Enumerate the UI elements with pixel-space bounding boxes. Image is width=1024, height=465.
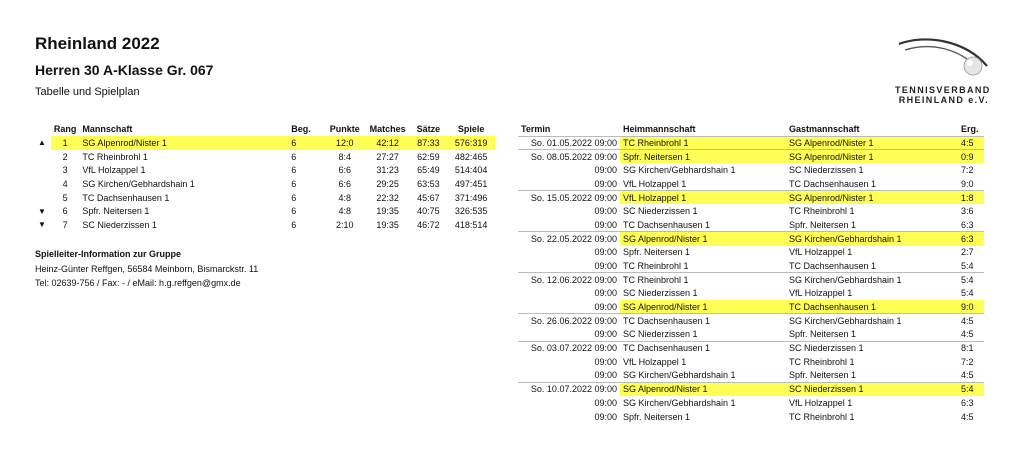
guest-team-cell: VfL Holzappel 1: [789, 397, 853, 408]
group-title: Herren 30 A-Klasse Gr. 067: [35, 62, 214, 78]
games-cell: 576:319: [447, 136, 495, 150]
result-cell: 5:4: [961, 260, 974, 271]
schedule-row: [518, 232, 984, 246]
rank-cell: 5: [62, 192, 68, 203]
standings-row: [33, 204, 495, 218]
home-team-cell: TC Dachsenhausen 1: [620, 341, 786, 355]
guest-team-cell: Spfr. Neitersen 1: [789, 329, 857, 340]
date-cell: 09:00: [594, 165, 617, 176]
page-title: Rheinland 2022: [35, 34, 160, 53]
result-cell: 7:2: [961, 356, 974, 367]
games-played-cell: 6: [288, 136, 324, 150]
trend-none: [33, 163, 51, 177]
games-cell: 326:535: [454, 206, 488, 217]
guest-team-cell: VfL Holzappel 1: [789, 288, 853, 299]
sets-cell: 40:75: [417, 206, 440, 217]
logo-text-line1: TENNISVERBAND: [895, 85, 991, 95]
result-cell: 4:5: [961, 329, 974, 340]
schedule-row: [518, 410, 984, 424]
guest-team-cell: TC Dachsenhausen 1: [786, 300, 958, 314]
games-played-cell: 6: [291, 206, 297, 217]
home-team-cell: SG Alpenrod/Nister 1: [620, 232, 786, 246]
date-cell: 09:00: [594, 260, 617, 271]
schedule-row: [518, 150, 984, 164]
result-cell: 2:7: [961, 247, 974, 258]
standings-body: [33, 136, 495, 232]
points-cell: 12:0: [324, 136, 366, 150]
schedule-row: [518, 328, 984, 342]
col-punkte: Punkte: [329, 124, 360, 134]
standings-table: [33, 122, 495, 232]
col-beg: Beg.: [291, 124, 311, 134]
team-cell: SG Alpenrod/Nister 1: [79, 136, 288, 150]
result-cell: 9:0: [961, 178, 974, 189]
home-team-cell: Spfr. Neitersen 1: [623, 411, 691, 422]
home-team-cell: SG Alpenrod/Nister 1: [620, 300, 786, 314]
home-team-cell: SG Alpenrod/Nister 1: [620, 382, 786, 396]
date-cell: 09:00: [594, 411, 617, 422]
games-cell: 418:514: [454, 219, 488, 230]
trend-up-icon: ▲: [37, 138, 46, 148]
logo-text-line2: RHEINLAND e.V.: [898, 95, 989, 105]
date-cell: 09:00: [594, 206, 617, 217]
guest-team-cell: SC Niederzissen 1: [789, 165, 864, 176]
home-team-cell: TC Dachsenhausen 1: [620, 314, 786, 328]
result-cell: 9:0: [958, 300, 984, 314]
col-spiele: Spiele: [457, 124, 485, 134]
info-contact: Tel: 02639-756 / Fax: - / eMail: h.g.reffgen@gmx.de: [35, 278, 241, 288]
result-cell: 0:9: [958, 150, 984, 164]
points-cell: 8:4: [338, 151, 352, 162]
home-team-cell: VfL Holzappel 1: [623, 178, 687, 189]
result-cell: 6:3: [958, 232, 984, 246]
date-cell: 09:00: [594, 219, 617, 230]
date-cell: 09:00: [594, 356, 617, 367]
page-description: Tabelle und Spielplan: [35, 86, 140, 98]
team-cell: TC Dachsenhausen 1: [82, 192, 170, 203]
date-cell: 09:00: [594, 178, 617, 189]
date-cell: 09:00: [594, 247, 617, 258]
schedule-header-row: [518, 122, 984, 136]
rank-cell: 7: [62, 219, 68, 230]
col-heimmannschaft: Heimmannschaft: [623, 123, 696, 134]
trend-down-icon: ▼: [37, 220, 46, 230]
matches-cell: 22:32: [376, 192, 399, 203]
date-cell: 09:00: [594, 301, 617, 312]
matches-cell: 42:12: [366, 136, 410, 150]
col-ergebnis: Erg.: [961, 123, 979, 134]
info-heading: Spielleiter-Information zur Gruppe: [35, 249, 182, 259]
result-cell: 4:5: [958, 314, 984, 328]
rank-cell: 1: [51, 136, 80, 150]
home-team-cell: TC Rheinbrohl 1: [620, 136, 786, 150]
guest-team-cell: SG Kirchen/Gebhardshain 1: [786, 232, 958, 246]
home-team-cell: SC Niederzissen 1: [623, 288, 698, 299]
games-cell: 371:496: [454, 192, 488, 203]
date-cell: So. 12.06.2022 09:00: [518, 273, 620, 287]
schedule-row: [518, 246, 984, 260]
games-cell: 482:465: [454, 151, 488, 162]
points-cell: 6:6: [338, 178, 352, 189]
standings-row: [33, 150, 495, 164]
sets-cell: 46:72: [417, 219, 440, 230]
guest-team-cell: TC Rheinbrohl 1: [789, 356, 855, 367]
guest-team-cell: Spfr. Neitersen 1: [789, 370, 857, 381]
team-cell: SG Kirchen/Gebhardshain 1: [82, 178, 195, 189]
trend-none: [33, 150, 51, 164]
col-mannschaft: Mannschaft: [82, 124, 133, 134]
col-rang: Rang: [53, 124, 77, 134]
team-cell: VfL Holzappel 1: [82, 165, 146, 176]
standings-header-row: [33, 122, 495, 136]
schedule-row: [518, 369, 984, 383]
col-gastmannschaft: Gastmannschaft: [789, 123, 860, 134]
games-played-cell: 6: [291, 178, 297, 189]
info-address: Heinz-Günter Reffgen, 56584 Meinborn, Bismarckstr. 11: [35, 264, 259, 274]
team-cell: Spfr. Neitersen 1: [82, 206, 150, 217]
result-cell: 3:6: [961, 206, 974, 217]
sets-cell: 63:53: [417, 178, 440, 189]
guest-team-cell: VfL Holzappel 1: [789, 247, 853, 258]
schedule-row: [518, 163, 984, 177]
home-team-cell: SG Kirchen/Gebhardshain 1: [623, 397, 736, 408]
rank-cell: 2: [62, 151, 68, 162]
result-cell: 4:5: [958, 136, 984, 150]
schedule-row: [518, 314, 984, 328]
standings-row: [33, 163, 495, 177]
date-cell: 09:00: [594, 397, 617, 408]
guest-team-cell: SG Kirchen/Gebhardshain 1: [786, 314, 958, 328]
result-cell: 4:5: [961, 411, 974, 422]
guest-team-cell: SG Kirchen/Gebhardshain 1: [786, 273, 958, 287]
trend-none: [33, 191, 51, 205]
date-cell: So. 03.07.2022 09:00: [518, 341, 620, 355]
date-cell: So. 26.06.2022 09:00: [518, 314, 620, 328]
team-cell: SC Niederzissen 1: [82, 219, 157, 230]
home-team-cell: VfL Holzappel 1: [620, 191, 786, 205]
guest-team-cell: TC Dachsenhausen 1: [789, 260, 877, 271]
standings-row: [33, 136, 495, 150]
points-cell: 4:8: [338, 192, 352, 203]
date-cell: 09:00: [594, 329, 617, 340]
matches-cell: 31:23: [376, 165, 399, 176]
col-termin: Termin: [521, 123, 551, 134]
sets-cell: 65:49: [417, 165, 440, 176]
schedule-row: [518, 259, 984, 273]
games-played-cell: 6: [291, 165, 297, 176]
schedule-row: [518, 341, 984, 355]
guest-team-cell: SG Alpenrod/Nister 1: [786, 136, 958, 150]
tennisverband-logo: [895, 32, 995, 112]
sets-cell: 62:59: [417, 151, 440, 162]
home-team-cell: TC Dachsenhausen 1: [623, 219, 711, 230]
trend-none: [33, 177, 51, 191]
result-cell: 7:2: [961, 165, 974, 176]
home-team-cell: TC Rheinbrohl 1: [620, 273, 786, 287]
standings-row: [33, 218, 495, 232]
schedule-row: [518, 300, 984, 314]
points-cell: 4:8: [338, 206, 352, 217]
points-cell: 6:6: [338, 165, 352, 176]
rank-cell: 4: [62, 178, 68, 189]
sets-cell: 87:33: [410, 136, 448, 150]
standings-row: [33, 177, 495, 191]
result-cell: 5:4: [958, 273, 984, 287]
matches-cell: 19:35: [376, 219, 399, 230]
home-team-cell: Spfr. Neitersen 1: [620, 150, 786, 164]
games-cell: 514:404: [454, 165, 488, 176]
date-cell: So. 08.05.2022 09:00: [518, 150, 620, 164]
result-cell: 5:4: [958, 382, 984, 396]
result-cell: 4:5: [961, 370, 974, 381]
guest-team-cell: SG Alpenrod/Nister 1: [786, 191, 958, 205]
result-cell: 5:4: [961, 288, 974, 299]
trend-down-icon: ▼: [37, 206, 46, 216]
result-cell: 1:8: [958, 191, 984, 205]
schedule-row: [518, 218, 984, 232]
schedule-row: [518, 396, 984, 410]
guest-team-cell: Spfr. Neitersen 1: [789, 219, 857, 230]
home-team-cell: Spfr. Neitersen 1: [623, 247, 691, 258]
schedule-row: [518, 191, 984, 205]
trend-header: [33, 122, 51, 136]
games-played-cell: 6: [291, 219, 297, 230]
rank-cell: 6: [62, 206, 68, 217]
schedule-row: [518, 287, 984, 301]
date-cell: So. 01.05.2022 09:00: [518, 136, 620, 150]
col-saetze: Sätze: [416, 124, 441, 134]
schedule-row: [518, 355, 984, 369]
schedule-body: [518, 136, 984, 423]
matches-cell: 19:35: [376, 206, 399, 217]
date-cell: So. 22.05.2022 09:00: [518, 232, 620, 246]
date-cell: So. 10.07.2022 09:00: [518, 382, 620, 396]
rank-cell: 3: [62, 165, 68, 176]
result-cell: 6:3: [961, 397, 974, 408]
schedule-table: [518, 122, 984, 423]
games-cell: 497:451: [454, 178, 488, 189]
guest-team-cell: SC Niederzissen 1: [786, 382, 958, 396]
standings-row: [33, 191, 495, 205]
result-cell: 8:1: [958, 341, 984, 355]
schedule-row: [518, 136, 984, 150]
home-team-cell: SC Niederzissen 1: [623, 206, 698, 217]
date-cell: So. 15.05.2022 09:00: [518, 191, 620, 205]
matches-cell: 29:25: [376, 178, 399, 189]
home-team-cell: SG Kirchen/Gebhardshain 1: [623, 370, 736, 381]
guest-team-cell: SG Alpenrod/Nister 1: [786, 150, 958, 164]
home-team-cell: VfL Holzappel 1: [623, 356, 687, 367]
guest-team-cell: TC Rheinbrohl 1: [789, 411, 855, 422]
matches-cell: 27:27: [376, 151, 399, 162]
guest-team-cell: TC Dachsenhausen 1: [789, 178, 877, 189]
guest-team-cell: TC Rheinbrohl 1: [789, 206, 855, 217]
home-team-cell: SC Niederzissen 1: [623, 329, 698, 340]
team-cell: TC Rheinbrohl 1: [82, 151, 148, 162]
schedule-row: [518, 382, 984, 396]
date-cell: 09:00: [594, 370, 617, 381]
home-team-cell: SG Kirchen/Gebhardshain 1: [623, 165, 736, 176]
schedule-row: [518, 177, 984, 191]
logo-swoosh-icon: [895, 32, 995, 84]
schedule-row: [518, 204, 984, 218]
games-played-cell: 6: [291, 151, 297, 162]
date-cell: 09:00: [594, 288, 617, 299]
schedule-row: [518, 273, 984, 287]
home-team-cell: TC Rheinbrohl 1: [623, 260, 689, 271]
col-matches: Matches: [369, 124, 406, 134]
points-cell: 2:10: [335, 219, 354, 230]
guest-team-cell: SC Niederzissen 1: [786, 341, 958, 355]
sets-cell: 45:67: [417, 192, 440, 203]
result-cell: 6:3: [961, 219, 974, 230]
games-played-cell: 6: [291, 192, 297, 203]
